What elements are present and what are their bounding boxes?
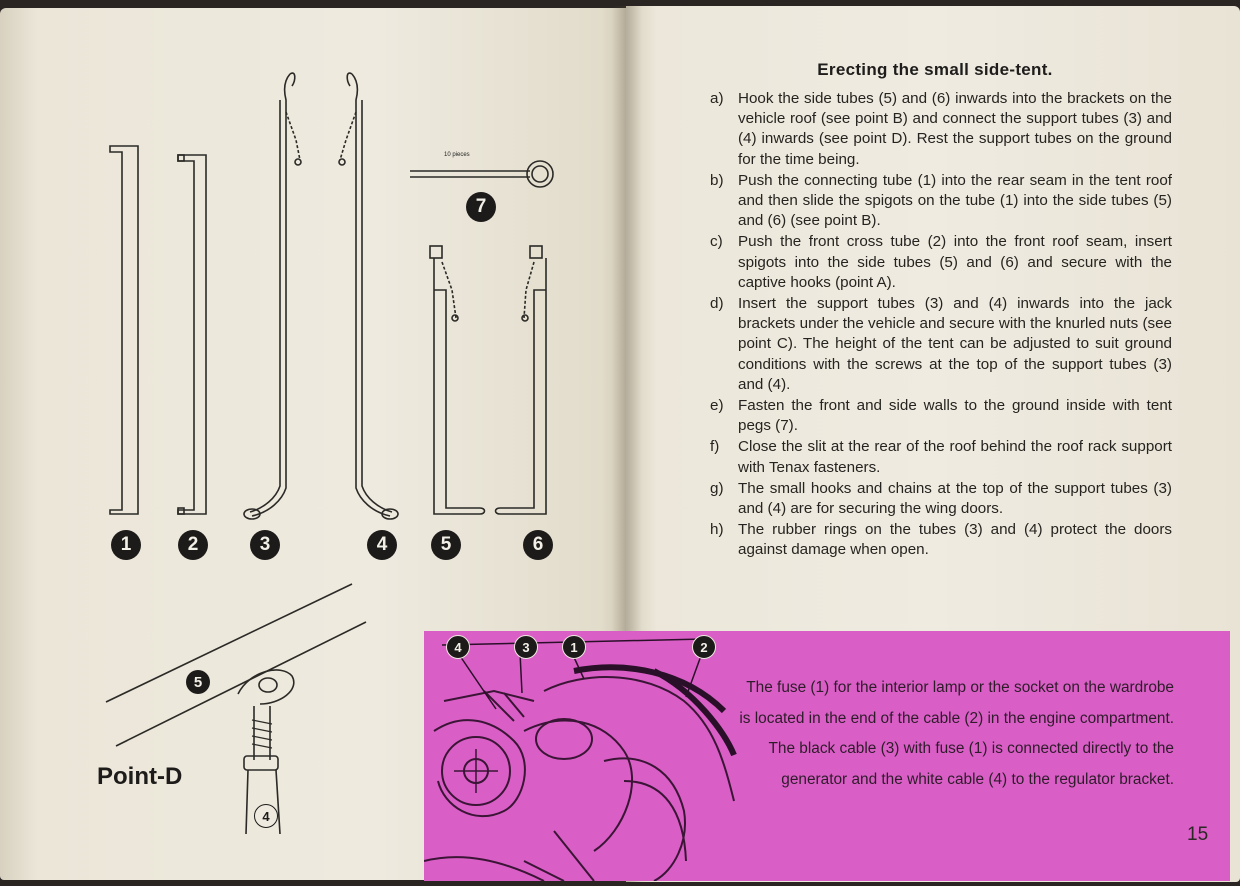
step-label: f)	[710, 438, 720, 456]
page-number: 15	[1187, 824, 1209, 845]
step-label: a)	[710, 90, 724, 107]
step-text: Push the connecting tube (1) into the rear seam in the tent roof and then slide the spigots on the tube (1) into the side tubes (5) and (6) (see point B).	[738, 171, 1172, 230]
step-text: Push the front cross tube (2) into the front roof seam, insert spigots into the side tubes (5) and (6) and secure with the captive hooks (point A).	[738, 233, 1172, 291]
part-badge-2: 2	[178, 530, 208, 560]
point-d-badge-5: 5	[186, 670, 210, 694]
part-6-side-tube	[496, 246, 547, 514]
part-3-support-tube	[244, 73, 301, 519]
part-5-side-tube	[430, 246, 485, 514]
point-d-detail-drawing	[106, 584, 366, 834]
point-d-label: Point-D	[97, 763, 183, 790]
part-7-tent-peg	[410, 161, 553, 187]
instruction-steps	[710, 89, 1172, 562]
part-4-support-tube	[339, 73, 398, 519]
part-1-connecting-tube	[110, 146, 138, 514]
instruction-step	[710, 396, 1172, 436]
part-badge-6: 6	[523, 530, 553, 560]
instruction-step	[710, 437, 1172, 477]
part-badge-4: 4	[367, 530, 397, 560]
step-text: Insert the support tubes (3) and (4) inwards into the jack brackets under the vehicle and secure with the knurled nuts (see point C). The height of the tent can be adjusted to suit ground conditions with the screws at the top of the support tubes (3) and (4).	[738, 295, 1172, 393]
step-label: b)	[710, 171, 724, 189]
step-label: g)	[710, 479, 724, 497]
step-text: Close the slit at the rear of the roof behind the roof rack support with Tenax fasteners.	[738, 438, 1172, 476]
instruction-step	[710, 171, 1172, 232]
instruction-step	[710, 479, 1172, 519]
photo-callout-4: 4	[446, 635, 470, 659]
part-badge-1: 1	[111, 530, 141, 560]
part-2-cross-tube	[178, 155, 206, 514]
photo-callout-2: 2	[692, 635, 716, 659]
step-label: d)	[710, 295, 724, 313]
instruction-step	[710, 520, 1172, 560]
point-d-badge-4: 4	[254, 804, 278, 828]
step-label: h)	[710, 521, 724, 539]
photo-callout-1: 1	[562, 635, 586, 659]
step-text: Hook the side tubes (5) and (6) inwards into the brackets on the vehicle roof (see point B) and connect the support tubes (3) and (4) inwards (see point D). Rest the support tubes on the ground for the time being.	[738, 90, 1172, 168]
step-label: c)	[710, 233, 723, 251]
instruction-step	[710, 89, 1172, 170]
part-badge-3: 3	[250, 530, 280, 560]
photo-caption: The fuse (1) for the interior lamp or the socket on the wardrobe is located in the end of the cable (2) in the engine compartment. The black cable (3) with fuse (1) is connected directly to the generator and the white cable (4) to the regulator bracket.	[739, 679, 1174, 788]
step-label: e)	[710, 397, 724, 415]
photo-callout-3: 3	[514, 635, 538, 659]
step-text: The small hooks and chains at the top of the support tubes (3) and (4) are for securing the wing doors.	[738, 479, 1172, 518]
instruction-step	[710, 294, 1172, 395]
step-text: Fasten the front and side walls to the ground inside with tent pegs (7).	[738, 397, 1172, 435]
step-text: The rubber rings on the tubes (3) and (4) protect the doors against damage when open.	[738, 521, 1172, 559]
section-heading: Erecting the small side-tent.	[817, 60, 1053, 79]
part-badge-7: 7	[466, 192, 496, 222]
instruction-step	[710, 232, 1172, 293]
tent-peg-quantity-label: 10 pieces	[444, 152, 470, 158]
part-badge-5: 5	[431, 530, 461, 560]
